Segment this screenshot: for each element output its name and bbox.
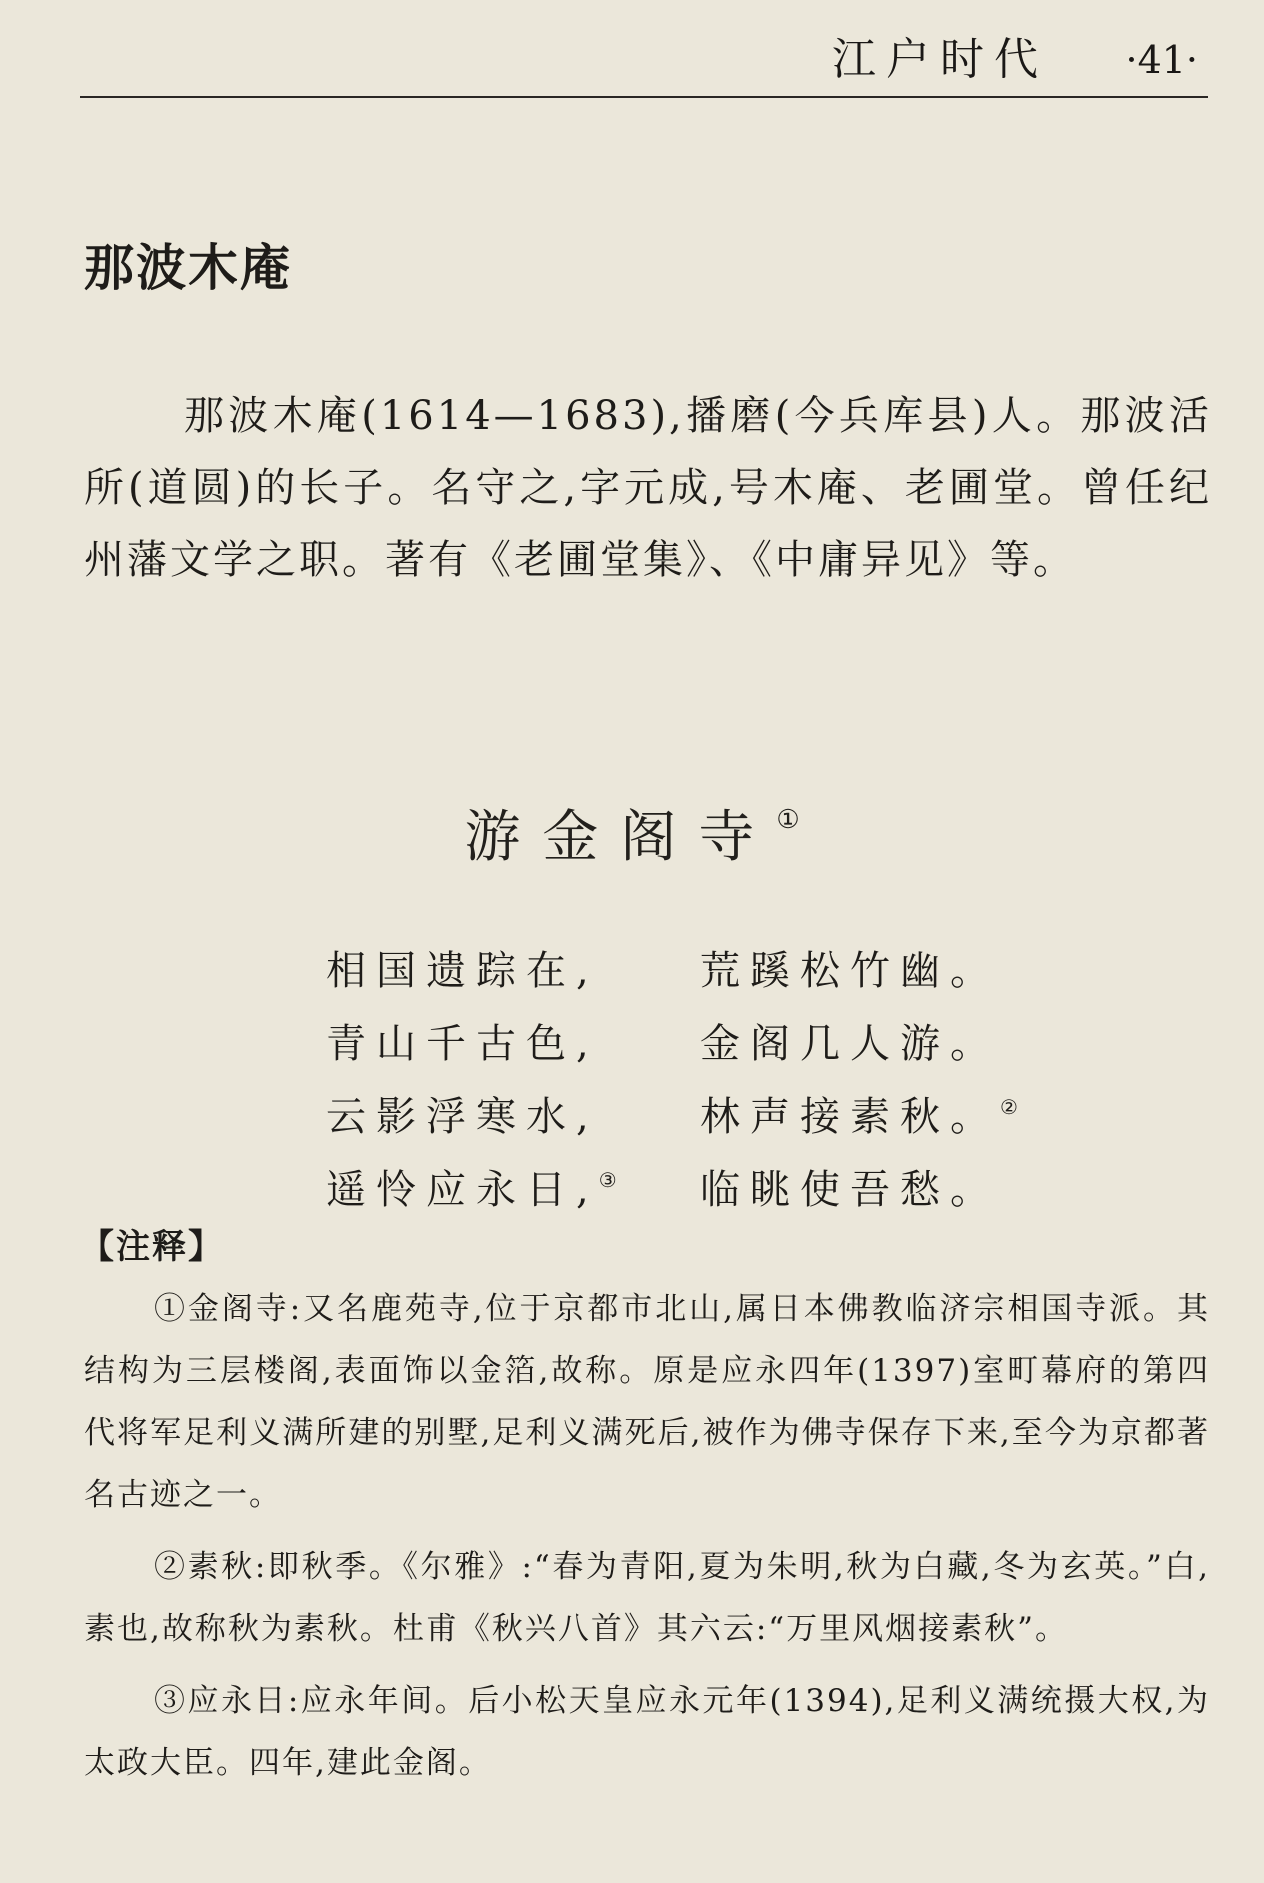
page-number: ·41· (1125, 38, 1198, 82)
note-item: ②素秋:即秋季。《尔雅》:“春为青阳,夏为朱明,秋为白藏,冬为玄英。”白,素也,故称秋为素秋。杜甫《秋兴八首》其六云:“万里风烟接素秋”。 (84, 1549, 1210, 1647)
verse-text: 遥怜应永日, (326, 1167, 599, 1213)
author-biography: 那波木庵(1614—1683),播磨(今兵库县)人。那波活所(道圆)的长子。名守之,字元成,号木庵、老圃堂。曾任纪州藩文学之职。著有《老圃堂集》、《中庸异见》等。 (84, 393, 1212, 583)
notes-heading: 【注释】 (80, 1227, 224, 1267)
poem-title-block (0, 780, 1264, 878)
poem-verse-left (326, 998, 599, 1081)
poem-line (326, 1144, 1046, 1217)
note-mark: ③ (598, 1168, 617, 1192)
poem-verse-right (700, 998, 1000, 1081)
running-header (80, 30, 1208, 90)
note-mark: ② (1000, 1095, 1018, 1119)
author-heading: 那波木庵 (84, 239, 292, 297)
poem-verse-right (700, 1144, 1000, 1227)
poem-verse-right (700, 1071, 1018, 1154)
verse-text: 相国遗踪在, (326, 948, 599, 994)
poem-verse-right (700, 925, 1000, 1008)
poem-line (326, 998, 1046, 1071)
verse-text: 青山千古色, (326, 1021, 599, 1067)
verse-text: 金阁几人游。 (700, 1021, 1000, 1067)
poem-line (326, 1071, 1046, 1144)
note-item: ③应永日:应永年间。后小松天皇应永元年(1394),足利义满统摄大权,为太政大臣。四年,建此金阁。 (84, 1683, 1210, 1781)
notes-list (84, 1278, 1210, 1804)
poem-verse-left (326, 925, 599, 1008)
poem-line (326, 925, 1046, 998)
verse-text: 林声接素秋。 (700, 1094, 1000, 1140)
verse-text: 云影浮寒水, (326, 1094, 599, 1140)
poem-body (326, 925, 1046, 1217)
poem-title: 游金阁寺 (464, 805, 777, 870)
poem-verse-left (326, 1144, 617, 1227)
header-rule (80, 96, 1208, 98)
verse-text: 荒蹊松竹幽。 (700, 948, 1000, 994)
poem-title-note-mark: ① (776, 805, 800, 835)
note-item: ①金阁寺:又名鹿苑寺,位于京都市北山,属日本佛教临济宗相国寺派。其结构为三层楼阁,表面饰以金箔,故称。原是应永四年(1397)室町幕府的第四代将军足利义满所建的别墅,足利义满死后,被作为佛寺保存下来,至今为京都著名古迹之一。 (84, 1291, 1210, 1513)
running-header-title: 江户时代 (832, 34, 1048, 85)
verse-text: 临眺使吾愁。 (700, 1167, 1000, 1213)
poem-verse-left (326, 1071, 599, 1154)
